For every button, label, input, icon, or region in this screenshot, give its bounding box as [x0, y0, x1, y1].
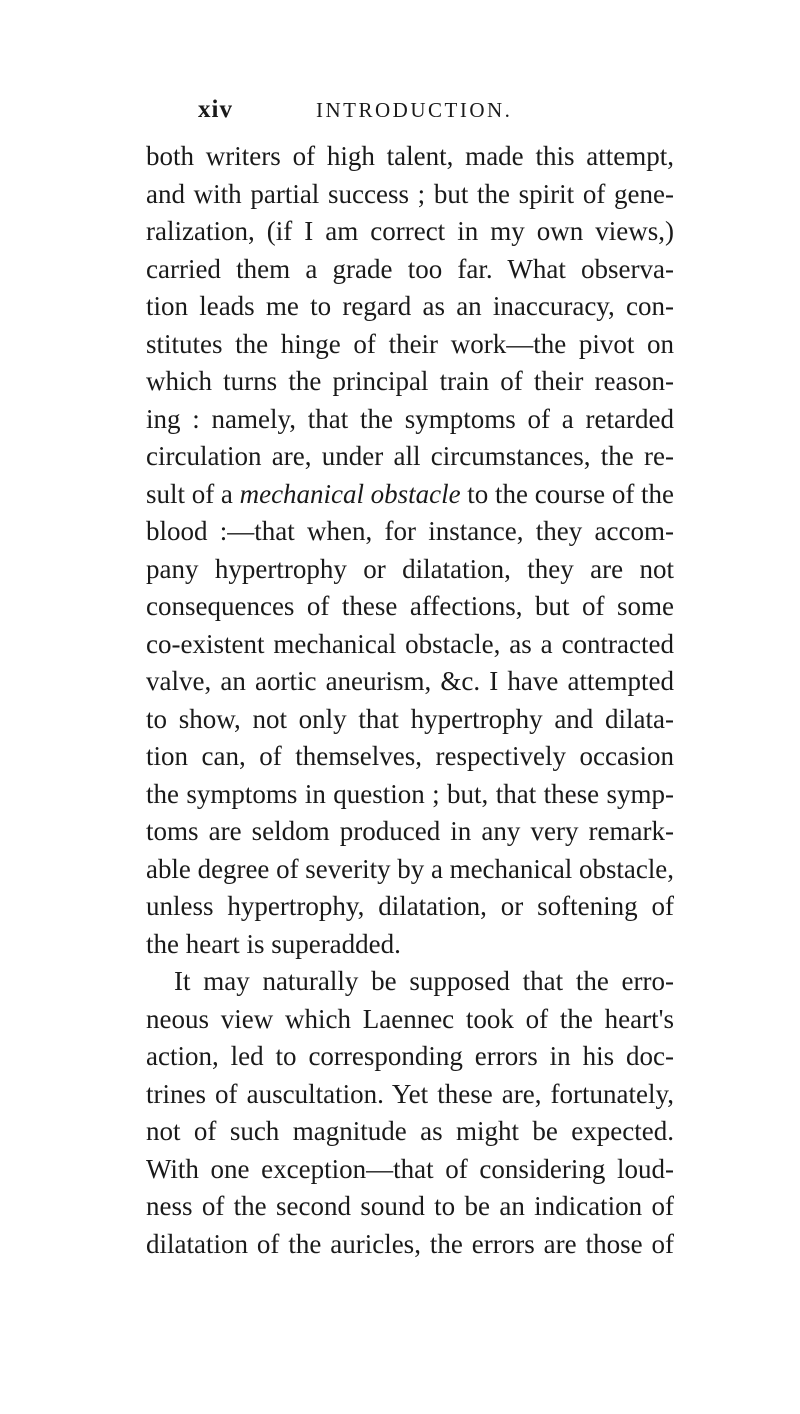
running-head-title: INTRODUCTION.: [316, 98, 513, 122]
paragraph-start-line: It may naturally be supposed that the erro-: [174, 966, 674, 996]
page-number: xiv: [198, 96, 233, 123]
running-head: [0, 96, 800, 126]
italic-phrase: mechanical obstacle: [239, 478, 461, 509]
book-page: xiv INTRODUCTION. both writers of high talent, made this attempt, and with partial success ; but the spirit of gene- ralization, (if I am correct in my own views,) carried them a grade too far. What observa- tion leads me to regard as an inaccuracy, con- stitutes the hinge of their work—the pivot on which turns the principal train of their reason- ing : namely, that the symptoms of a retarded circulation are, under all circumstances, the re- sult of a mechanical obstacle to the course of the blood :—that when, for instance, they accom- pany hypertrophy or dilatation, they are not consequences of these affections, but of some co-existent mechanical obstacle, as a contracted valve, an aortic aneurism, &c. I have attempted to show, not only that hypertrophy and dilata- tion can, of themselves, respectively occasion the symptoms in question ; but, that these symp- toms are seldom produced in any very remark- able degree of severity by a mechanical obstacle, unless hypertrophy, dilatation, or softening of the heart is superadded. It may naturally be supposed that the erro- neous view which Laennec took of the heart's action, led to corresponding errors in his doc- trines of auscultation. Yet these are, fortunately, not of such magnitude as might be expected. With one exception—that of considering loud- ness of the second sound to be an indication of dilatation of the auricles, the errors are those of: [0, 0, 800, 1414]
text-segment: sult of a: [146, 478, 240, 509]
text-segment: to the course of the: [460, 478, 674, 509]
